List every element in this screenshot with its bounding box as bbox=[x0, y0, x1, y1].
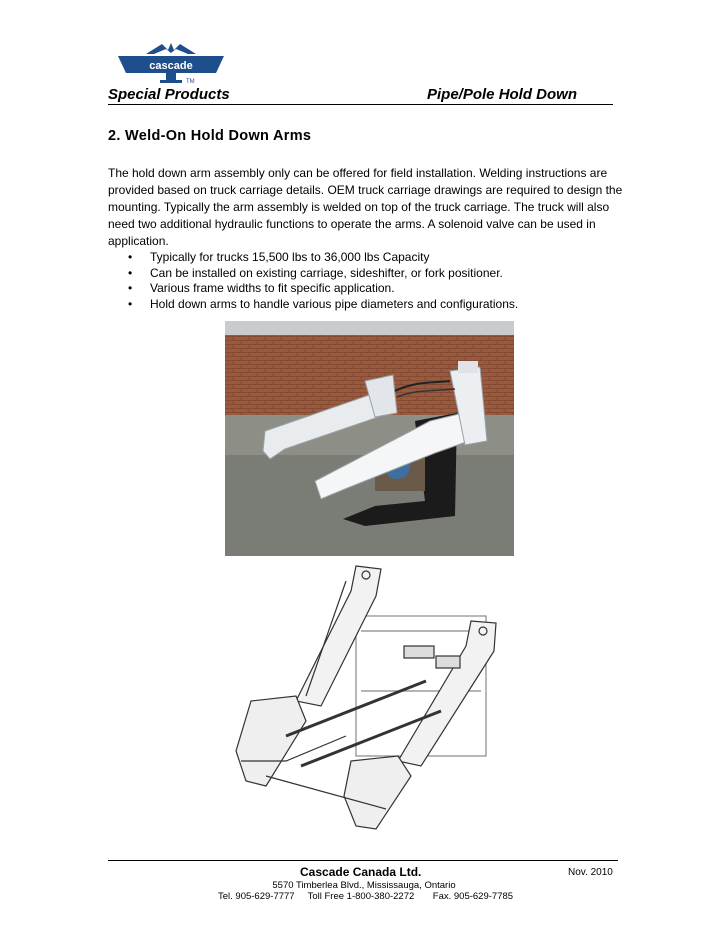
header-rule bbox=[108, 104, 613, 105]
cascade-logo bbox=[116, 40, 226, 90]
list-item: • Various frame widths to fit specific application. bbox=[128, 281, 518, 297]
hold-down-arms-photo bbox=[225, 321, 514, 556]
document-date: Nov. 2010 bbox=[568, 867, 613, 878]
trademark-mark: TM bbox=[186, 79, 195, 85]
list-item: • Can be installed on existing carriage, sideshifter, or fork positioner. bbox=[128, 266, 518, 282]
company-name: Cascade Canada Ltd. bbox=[300, 865, 422, 879]
header-product: Pipe/Pole Hold Down bbox=[427, 86, 578, 103]
intro-paragraph: The hold down arm assembly only can be offered for field installation. Welding instructions are provided based on truck carriage details. OEM truck carriage drawings are required to design the mounting. Typically the arm assembly is welded on top of the truck carriage. The truck will also need two additional hydraulic functions to operate the arms. A solenoid valve can be used in application. bbox=[108, 166, 623, 248]
company-address: 5570 Timberlea Blvd., Mississauga, Ontario bbox=[272, 880, 456, 891]
header-category: Special Products bbox=[108, 86, 230, 103]
section-title: 2. Weld-On Hold Down Arms bbox=[108, 128, 312, 144]
feature-list bbox=[128, 250, 518, 312]
contact-numbers: Tel. 905-629-7777 Toll Free 1-800-380-2272 Fax. 905-629-7785 bbox=[218, 891, 514, 902]
logo-text: cascade bbox=[149, 60, 193, 72]
footer-rule bbox=[108, 860, 618, 861]
list-item: • Hold down arms to handle various pipe diameters and configurations. bbox=[128, 297, 518, 313]
list-item: • Typically for trucks 15,500 lbs to 36,000 lbs Capacity bbox=[128, 250, 518, 266]
hold-down-frame-drawing bbox=[226, 561, 514, 833]
